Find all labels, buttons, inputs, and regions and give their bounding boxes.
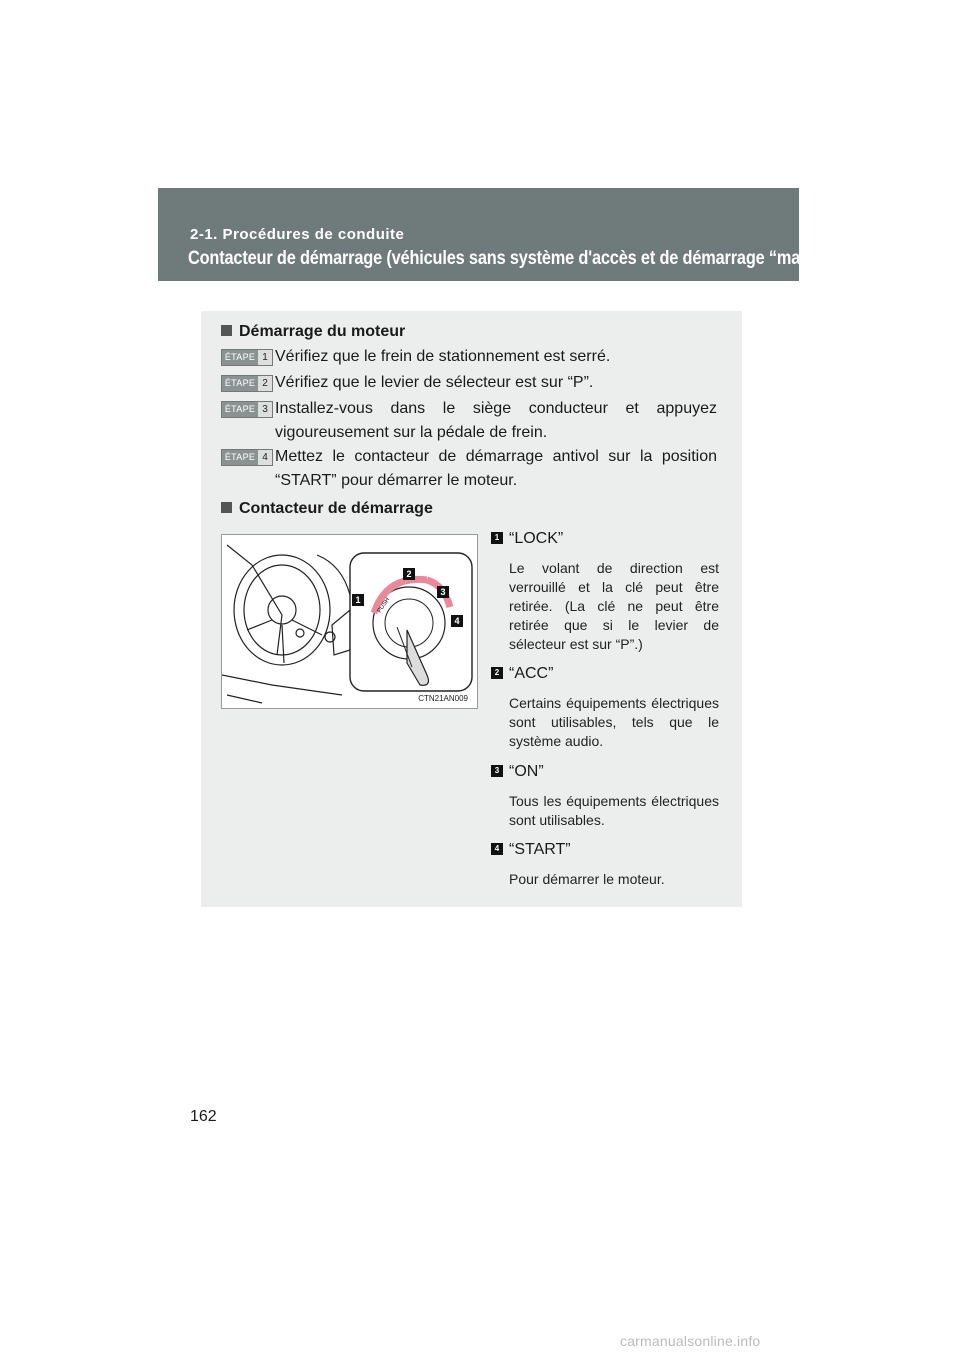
position-number: 4: [491, 843, 503, 855]
position-desc: Certains équipements électriques sont utilisables, tels que le système audio.: [509, 695, 719, 749]
content-panel: [201, 311, 742, 907]
step-badge: ÉTAPE 3: [221, 401, 273, 418]
position-label: “ON”: [509, 763, 544, 780]
position-lock: [491, 529, 719, 654]
callout-2: 2: [406, 569, 412, 579]
step-text: Installez-vous dans le siège conducteur et appuyez vigoureusement sur la pédale de frein.: [275, 400, 717, 441]
footer-watermark: carmanualsonline.info: [620, 1333, 761, 1349]
position-number: 1: [491, 532, 503, 544]
position-label: “START”: [509, 841, 571, 858]
position-number: 3: [491, 765, 503, 777]
square-bullet-icon: [221, 325, 232, 336]
step-badge: ÉTAPE 1: [221, 349, 273, 366]
ignition-switch-illustration: [221, 534, 478, 709]
position-desc: Le volant de direction est verrouillé et la clé peut être retirée. (La clé ne peut être retirée que si le levier de sélecteur est sur “P”.): [509, 560, 719, 652]
position-on: [491, 762, 719, 830]
position-label: “ACC”: [509, 665, 554, 682]
step-text: Mettez le contacteur de démarrage antivol sur la position “START” pour démarrer le moteur.: [275, 448, 717, 489]
callout-1: 1: [355, 595, 361, 605]
step-text: Vérifiez que le frein de stationnement est serré.: [275, 348, 611, 365]
step-text: Vérifiez que le levier de sélecteur est sur “P”.: [275, 374, 594, 391]
figure-code: CTN21AN009: [418, 694, 468, 703]
position-desc: Pour démarrer le moteur.: [509, 871, 665, 887]
position-desc: Tous les équipements électriques sont utilisables.: [509, 793, 719, 828]
page-title: Contacteur de démarrage (véhicules sans système d'accès et de démarrage “mains libres”): [188, 248, 884, 269]
position-acc: [491, 664, 719, 751]
step-1: [221, 345, 717, 369]
dashboard-key-drawing: [222, 535, 477, 708]
section-label: 2-1. Procédures de conduite: [190, 226, 405, 243]
step-2: [221, 371, 717, 395]
callout-3: 3: [440, 587, 446, 597]
step-4: [221, 445, 717, 493]
step-badge: ÉTAPE 4: [221, 449, 273, 466]
square-bullet-icon: [221, 502, 232, 513]
position-start: [491, 840, 719, 889]
push-label: PUSH: [376, 597, 392, 615]
heading-engine-start: Démarrage du moteur: [221, 323, 405, 341]
callout-4: 4: [454, 616, 460, 626]
heading-ignition-switch: Contacteur de démarrage: [221, 500, 433, 518]
position-label: “LOCK”: [509, 530, 564, 547]
position-number: 2: [491, 667, 503, 679]
step-badge: ÉTAPE 2: [221, 375, 273, 392]
page-number: 162: [190, 1108, 217, 1125]
chapter-header: [158, 188, 884, 281]
step-3: [221, 397, 717, 445]
